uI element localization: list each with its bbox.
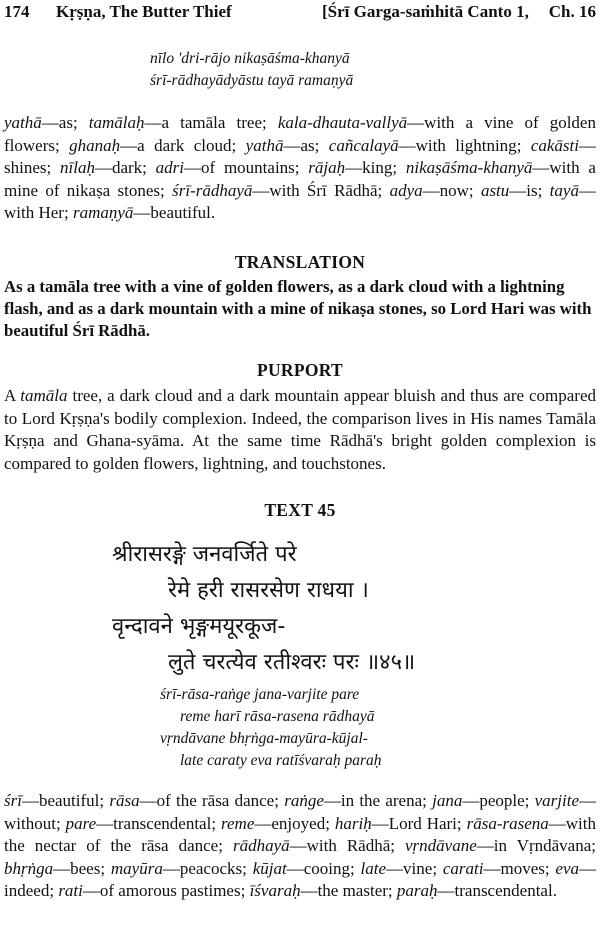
synonym-meaning: the master xyxy=(317,881,388,900)
synonyms-45-text: śrī—beautiful; rāsa—of the rāsa dance; raṅge—in the arena; jana—people; varjite—without; pare—transcendental; reme—enjoyed; hariḥ—Lord Hari; rāsa-rasena—with the nectar of the rāsa dance; rādhayā—with Rādhā; vṛndāvane—in Vṛndāvana; bhṛṅga—bees; mayūra—peacocks; kūjat—cooing; late—vine; carati—moves; eva—indeed; rati—of amorous pastimes; īśvaraḥ—the master; paraḥ—transcendental. xyxy=(4,791,597,900)
synonym-meaning: without xyxy=(4,813,56,833)
synonym-meaning: with Śrī Rādhā xyxy=(269,180,378,200)
synonym-meaning: transcendental xyxy=(113,813,212,833)
synonym-word: śrī-rādhayā xyxy=(172,180,253,200)
synonym-word: rāsa-rasena xyxy=(466,813,549,833)
verse-45-devanagari-line-2: रेमे हरी रासरसेण राधया । xyxy=(168,578,369,603)
synonym-word: adri xyxy=(155,158,185,177)
verse-44-translit-line-1: nīlo 'dri-rājo nikaṣāśma-khanyā xyxy=(150,50,350,67)
synonym-meaning: indeed xyxy=(4,881,50,900)
synonym-meaning: is xyxy=(526,180,538,200)
synonym-meaning: with a vine of golden flowers xyxy=(4,113,596,155)
synonym-word: eva xyxy=(555,858,579,878)
synonym-word: late xyxy=(360,858,387,878)
chapter-number: Ch. 16 xyxy=(548,2,596,21)
synonym-word: cakāsti xyxy=(530,135,579,155)
synonym-meaning: a dark cloud xyxy=(137,135,232,155)
running-header xyxy=(4,0,596,26)
synonym-word: mayūra xyxy=(110,858,163,878)
synonym-word: kala-dhauta-vallyā xyxy=(277,113,408,132)
synonym-word: paraḥ xyxy=(396,881,438,900)
source-reference: [Śrī Garga-saṁhitā Canto 1, xyxy=(322,2,529,21)
synonym-meaning: peacocks xyxy=(179,858,243,878)
synonym-word: adya xyxy=(389,180,423,200)
synonym-meaning: as xyxy=(300,135,315,155)
synonym-meaning: king xyxy=(362,158,393,177)
synonym-word: kūjat xyxy=(252,858,287,878)
synonym-word: tamālaḥ xyxy=(88,113,145,132)
verse-45-translit-line-1: śrī-rāsa-raṅge jana-varjite pare xyxy=(160,686,360,703)
synonym-meaning: beautiful xyxy=(38,791,100,810)
synonym-word: tayā xyxy=(549,180,579,200)
verse-45-translit-line-2: reme harī rāsa-rasena rādhayā xyxy=(180,708,375,725)
synonym-meaning: with a mine of nikaṣa stones xyxy=(4,158,596,200)
synonym-word: pare xyxy=(65,813,97,833)
page-number: 174 xyxy=(4,2,30,21)
synonym-meaning: people xyxy=(479,791,525,810)
synonym-word: hariḥ xyxy=(334,813,372,833)
synonym-meaning: with lightning xyxy=(415,135,517,155)
synonym-meaning: moves xyxy=(500,858,545,878)
synonym-word: śrī xyxy=(4,791,22,810)
synonym-word: yathā xyxy=(4,113,42,132)
synonym-word: jana xyxy=(432,791,463,810)
synonym-word: rādhayā xyxy=(232,836,290,855)
synonym-word: nīlaḥ xyxy=(60,158,95,177)
synonym-meaning: with the nectar of the rāsa dance xyxy=(4,813,596,855)
synonym-word: bhṛṅga xyxy=(4,858,54,878)
synonym-meaning: cooing xyxy=(303,858,350,878)
verse-44-translit-line-2: śrī-rādhayādyāstu tayā ramaṇyā xyxy=(150,72,354,89)
synonym-word: raṅge xyxy=(284,791,324,810)
purport-text xyxy=(4,385,596,475)
verse-45-devanagari-line-1: श्रीरासरङ्गे जनवर्जिते परे xyxy=(112,542,297,567)
verse-45-translit-line-4: late caraty eva ratīśvaraḥ paraḥ xyxy=(180,752,382,769)
purport-body: tree, a dark cloud and a dark mountain appear bluish and thus are compared to Lord Kṛṣṇa's bodily complexion. Indeed, the comparison lives in His names Tamāla Kṛṣṇa and Ghana-syāma. At the same time Rādhā's bright golden complexion is compared to golden flowers, lightning, and touchstones. xyxy=(4,386,597,473)
purport-italic-word: tamāla xyxy=(20,386,68,405)
synonym-meaning: a tamāla tree xyxy=(161,113,262,132)
synonym-word: rati xyxy=(58,881,83,900)
text-45-heading: TEXT 45 xyxy=(264,500,336,520)
verse-45-translit-line-3: vṛndāvane bhṛṅga-mayūra-kūjal- xyxy=(160,730,368,747)
synonym-meaning: transcendental xyxy=(454,881,553,900)
verse-45-devanagari-line-3: वृन्दावने भृङ्गमयूरकूज- xyxy=(112,614,286,639)
synonym-word: ghanaḥ xyxy=(69,135,121,155)
synonym-meaning: with Her xyxy=(4,203,64,222)
synonym-word: yathā xyxy=(245,135,284,155)
purport-heading: PURPORT xyxy=(256,360,344,380)
synonym-word: ramaṇyā xyxy=(72,203,134,222)
synonym-meaning: enjoyed xyxy=(271,813,326,833)
synonym-meaning: dark xyxy=(111,158,143,177)
synonym-word: astu xyxy=(480,180,510,200)
synonyms-44-text: yathā—as; tamālaḥ—a tamāla tree; kala-dhauta-vallyā—with a vine of golden flowers; ghanaḥ—a dark cloud; yathā—as; cañcalayā—with lightning; cakāsti—shines; nīlaḥ—dark; adri—of mountains; rājaḥ—king; nikaṣāśma-khanyā—with a mine of nikaṣa stones; śrī-rādhayā—with Śrī Rādhā; adya—now; astu—is; tayā—with Her; ramaṇyā—beautiful. xyxy=(4,113,596,222)
synonym-meaning: vine xyxy=(403,858,433,878)
synonym-meaning: now xyxy=(439,180,469,200)
synonym-word: reme xyxy=(221,813,255,833)
translation-heading: TRANSLATION xyxy=(234,252,366,272)
synonym-meaning: of amorous pastimes xyxy=(99,881,241,900)
synonym-meaning: shines xyxy=(4,158,47,177)
synonym-word: nikaṣāśma-khanyā xyxy=(405,158,533,177)
synonym-meaning: as xyxy=(58,113,73,132)
synonym-word: rājaḥ xyxy=(308,158,346,177)
synonym-meaning: of mountains xyxy=(201,158,295,177)
synonym-word: vṛndāvane xyxy=(405,836,477,855)
synonyms-45 xyxy=(4,790,596,903)
translation-text: As a tamāla tree with a vine of golden flowers, as a dark cloud with a lightning flash, and as a dark mountain with a mine of nikaṣa stones, so Lord Hari was with beautiful Śrī Rādhā. xyxy=(4,277,592,340)
synonym-word: īśvaraḥ xyxy=(249,881,301,900)
book-title: Kṛṣṇa, The Butter Thief xyxy=(56,2,232,21)
synonym-meaning: in the arena xyxy=(340,791,423,810)
synonym-meaning: in Vṛndāvana xyxy=(493,836,592,855)
synonyms-44 xyxy=(4,112,596,225)
synonym-word: varjite xyxy=(534,791,580,810)
synonym-meaning: bees xyxy=(70,858,101,878)
synonym-meaning: with Rādhā xyxy=(306,836,391,855)
synonym-meaning: beautiful xyxy=(150,203,211,222)
verse-45-devanagari-line-4: लुते चरत्येव रतीश्वरः परः ॥४५॥ xyxy=(168,650,416,675)
synonym-word: rāsa xyxy=(109,791,140,810)
synonym-word: cañcalayā xyxy=(328,135,399,155)
purport-prefix: A xyxy=(4,386,21,405)
synonym-word: carati xyxy=(442,858,484,878)
synonym-meaning: Lord Hari xyxy=(388,813,457,833)
synonym-meaning: of the rāsa dance xyxy=(156,791,275,810)
